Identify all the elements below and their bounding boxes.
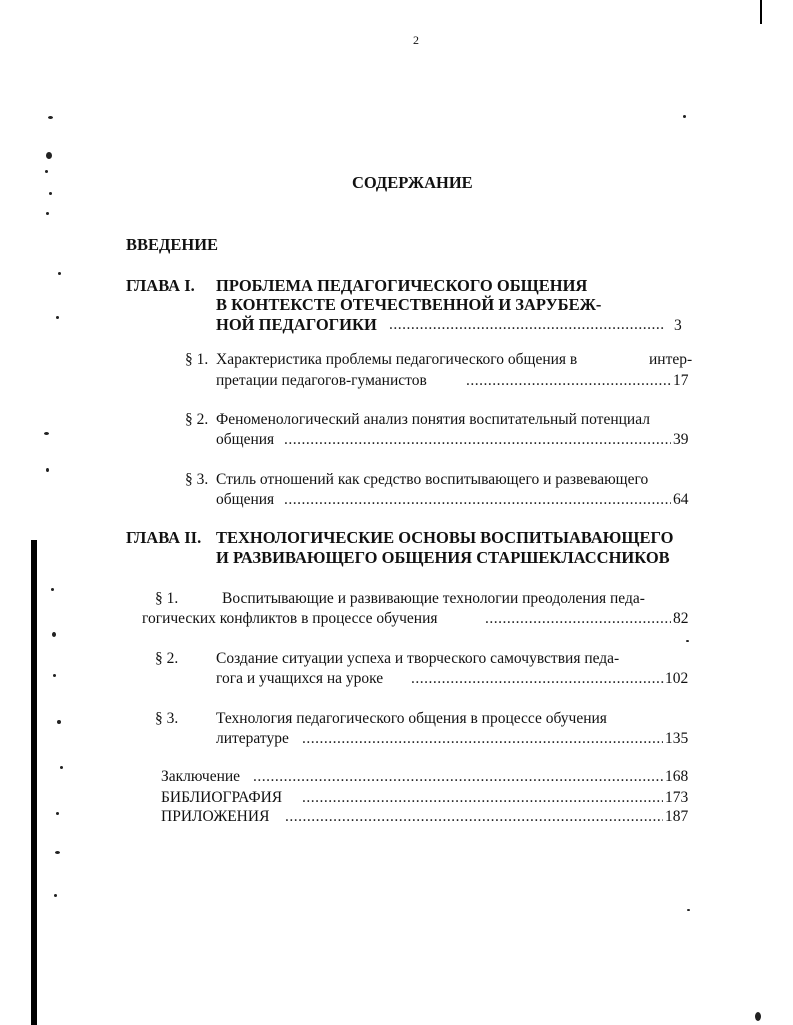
intro-heading: ВВЕДЕНИЕ	[126, 235, 219, 254]
section-title-line-1: Технология педагогического общения в процессе обучения	[216, 710, 607, 727]
scan-speck	[60, 766, 63, 769]
toc-leader	[253, 769, 663, 785]
scan-speck	[45, 170, 48, 173]
scan-speck	[46, 468, 49, 472]
toc-leader	[302, 790, 663, 806]
section-number: § 3.	[155, 710, 179, 727]
section-title-line-2: гога и учащихся на уроке	[216, 670, 384, 687]
end-item-page: 173	[665, 789, 689, 806]
section-title-line-1: Стиль отношений как средство воспитывающего и развевающего	[216, 471, 649, 488]
toc-leader	[466, 373, 671, 389]
chapter-2-title-line-1: ТЕХНОЛОГИЧЕСКИЕ ОСНОВЫ ВОСПИТЫАВАЮЩЕГО	[216, 528, 674, 547]
section-title-line-2: претации педагогов-гуманистов	[216, 372, 427, 389]
chapter-2-title-line-2: И РАЗВИВАЮЩЕГО ОБЩЕНИЯ СТАРШЕКЛАССНИКОВ	[216, 548, 670, 567]
scan-speck	[52, 632, 56, 637]
scan-speck	[49, 192, 52, 195]
section-title-line-1-end: интер-	[649, 351, 693, 368]
page-title: СОДЕРЖАНИЕ	[352, 173, 473, 192]
scan-speck	[53, 674, 56, 677]
scan-speck	[55, 851, 60, 854]
chapter-1-title-line-1: ПРОБЛЕМА ПЕДАГОГИЧЕСКОГО ОБЩЕНИЯ	[216, 276, 588, 295]
section-number: § 2.	[185, 411, 209, 428]
section-number: § 3.	[185, 471, 209, 488]
section-page: 82	[673, 610, 689, 627]
section-title-line-2: общения	[216, 431, 275, 448]
section-page: 135	[665, 730, 689, 747]
toc-leader	[285, 809, 663, 825]
scan-speck	[687, 909, 690, 911]
section-title-line-1: Создание ситуации успеха и творческого самочувствия педа-	[216, 650, 620, 667]
scan-speck	[51, 588, 54, 591]
end-item-page: 187	[665, 808, 689, 825]
toc-leader	[284, 492, 671, 508]
scan-speck	[46, 152, 52, 159]
scan-speck	[57, 720, 61, 724]
section-number: § 1.	[155, 590, 179, 607]
toc-leader	[485, 611, 671, 627]
chapter-1-label: ГЛАВА I.	[126, 276, 195, 295]
section-title-line-2: литературе	[216, 730, 289, 747]
end-item-label: БИБЛИОГРАФИЯ	[161, 789, 283, 806]
scan-speck	[46, 212, 49, 215]
scan-speck	[755, 1012, 761, 1021]
chapter-2-label: ГЛАВА II.	[126, 528, 202, 547]
scan-speck	[54, 894, 57, 897]
end-item-label: ПРИЛОЖЕНИЯ	[161, 808, 270, 825]
scan-speck	[683, 115, 686, 118]
toc-leader	[411, 671, 664, 687]
scan-speck	[686, 640, 689, 642]
chapter-1-page: 3	[674, 317, 682, 334]
end-item-label: Заключение	[161, 768, 241, 785]
scan-speck	[44, 432, 49, 435]
section-title-line-2: общения	[216, 491, 275, 508]
section-number: § 1.	[185, 351, 209, 368]
section-title-line-1: Феноменологический анализ понятия воспитательный потенциал	[216, 411, 650, 428]
section-page: 39	[673, 431, 689, 448]
scan-edge-left	[31, 540, 37, 1025]
page-number: 2	[413, 33, 419, 47]
end-item-page: 168	[665, 768, 689, 785]
chapter-1-title-line-2: В КОНТЕКСТЕ ОТЕЧЕСТВЕННОЙ И ЗАРУБЕЖ-	[216, 295, 602, 314]
section-title-line-1: Воспитывающие и развивающие технологии преодоления педа-	[222, 590, 645, 607]
toc-leader	[389, 317, 665, 333]
scan-speck	[48, 116, 53, 119]
scan-speck	[58, 272, 61, 275]
toc-leader	[284, 432, 671, 448]
scan-speck	[56, 812, 59, 815]
scan-edge-right	[760, 0, 762, 24]
section-number: § 2.	[155, 650, 179, 667]
section-page: 102	[665, 670, 689, 687]
section-title-line-2: гогических конфликтов в процессе обучения	[142, 610, 438, 627]
section-title-line-1: Характеристика проблемы педагогического общения в	[216, 351, 578, 368]
section-page: 64	[673, 491, 689, 508]
toc-leader	[302, 731, 663, 747]
scan-speck	[56, 316, 59, 319]
section-page: 17	[673, 372, 689, 389]
chapter-1-title-line-3: НОЙ ПЕДАГОГИКИ	[216, 315, 377, 334]
